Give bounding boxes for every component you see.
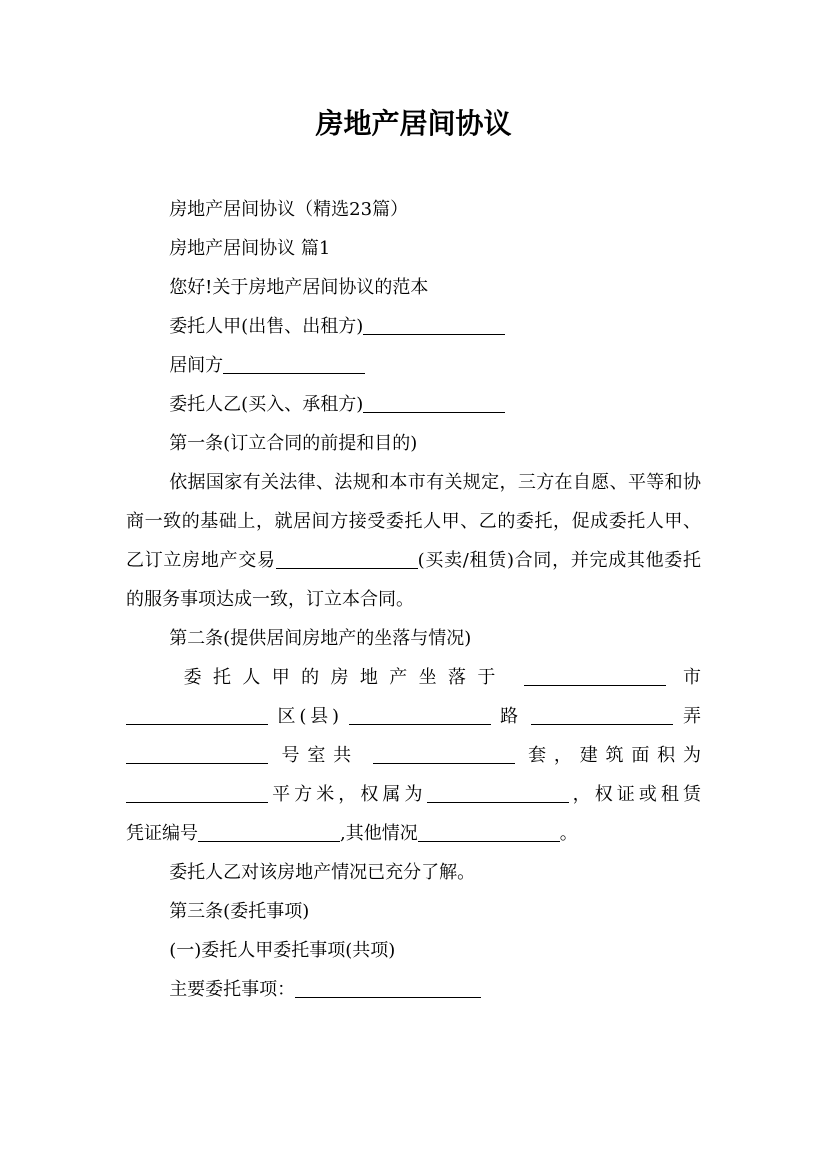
ownership-blank — [427, 784, 569, 803]
other-info-blank — [418, 823, 560, 842]
article-2-note: 委托人乙对该房地产情况已充分了解。 — [169, 862, 476, 883]
road-blank — [531, 706, 673, 725]
document-body — [126, 190, 701, 1009]
certificate-number-label: 凭证编号 — [126, 823, 198, 844]
room-count-blank — [373, 745, 515, 764]
property-location-line-1 — [126, 658, 701, 697]
lane-label: 弄 — [682, 706, 701, 727]
main-matters-line — [126, 970, 701, 1009]
intermediary-blank — [223, 355, 365, 374]
property-location-line-3 — [126, 736, 701, 775]
main-matters-blank — [295, 979, 481, 998]
document-title: 房地产居间协议 — [315, 107, 512, 140]
property-location-label: 委托人甲的房地产坐落于 — [183, 667, 507, 688]
party-b-blank — [363, 394, 505, 413]
article-1-text-part-2: (买卖/租赁)合同，并完成其他委托的服务事项达成一致，订立本合同。 — [126, 550, 702, 610]
district-label: 区(县) — [277, 706, 340, 727]
main-matters-label: 主要委托事项： — [169, 979, 296, 1000]
ownership-label: 平方米，权属为 — [268, 784, 427, 805]
floor-area-label: 套，建筑面积为 — [528, 745, 701, 766]
party-a-line — [126, 307, 701, 346]
article-3-title: 第三条(委托事项) — [169, 901, 310, 922]
intermediary-line — [126, 346, 701, 385]
certificate-label: ，权证或租赁 — [568, 784, 702, 805]
property-location-line-5 — [126, 814, 701, 853]
floor-area-blank — [126, 784, 268, 803]
certificate-number-blank — [198, 823, 340, 842]
party-a-blank — [363, 316, 505, 335]
article-1-title: 第一条(订立合同的前提和目的) — [169, 433, 418, 454]
article-1-text-part-1: 依据国家有关法律、法规和本市有关规定，三方在自愿、平等和协商一致的基础上，就居间方接受委托人甲、乙的委托，促成委托人甲、乙订立房地产交易 — [126, 472, 701, 571]
article-2-title: 第二条(提供居间房地产的坐落与情况) — [169, 628, 472, 649]
subtitle-line: 房地产居间协议（精选23篇） — [169, 199, 409, 220]
district-blank — [349, 706, 491, 725]
transaction-type-blank — [276, 550, 418, 569]
party-a-label: 委托人甲(出售、出租方) — [169, 316, 364, 337]
lane-blank — [126, 745, 268, 764]
intermediary-label: 居间方 — [169, 355, 224, 376]
party-b-label: 委托人乙(买入、承租方) — [169, 394, 364, 415]
road-label: 路 — [500, 706, 522, 727]
party-b-line — [126, 385, 701, 424]
city-blank — [126, 706, 268, 725]
property-location-line-2 — [126, 697, 701, 736]
greeting-line: 您好!关于房地产居间协议的范本 — [169, 277, 429, 298]
article-3-subsection-1: (一)委托人甲委托事项(共项) — [169, 940, 396, 961]
section-heading: 房地产居间协议 篇1 — [169, 238, 331, 259]
sentence-end: 。 — [559, 823, 578, 844]
article-1-paragraph — [126, 463, 701, 619]
city-label: 市 — [683, 667, 701, 688]
room-label: 号室共 — [281, 745, 359, 766]
property-location-line-4 — [126, 775, 701, 814]
property-address-blank — [524, 667, 666, 686]
other-info-label: ,其他情况 — [340, 823, 418, 844]
